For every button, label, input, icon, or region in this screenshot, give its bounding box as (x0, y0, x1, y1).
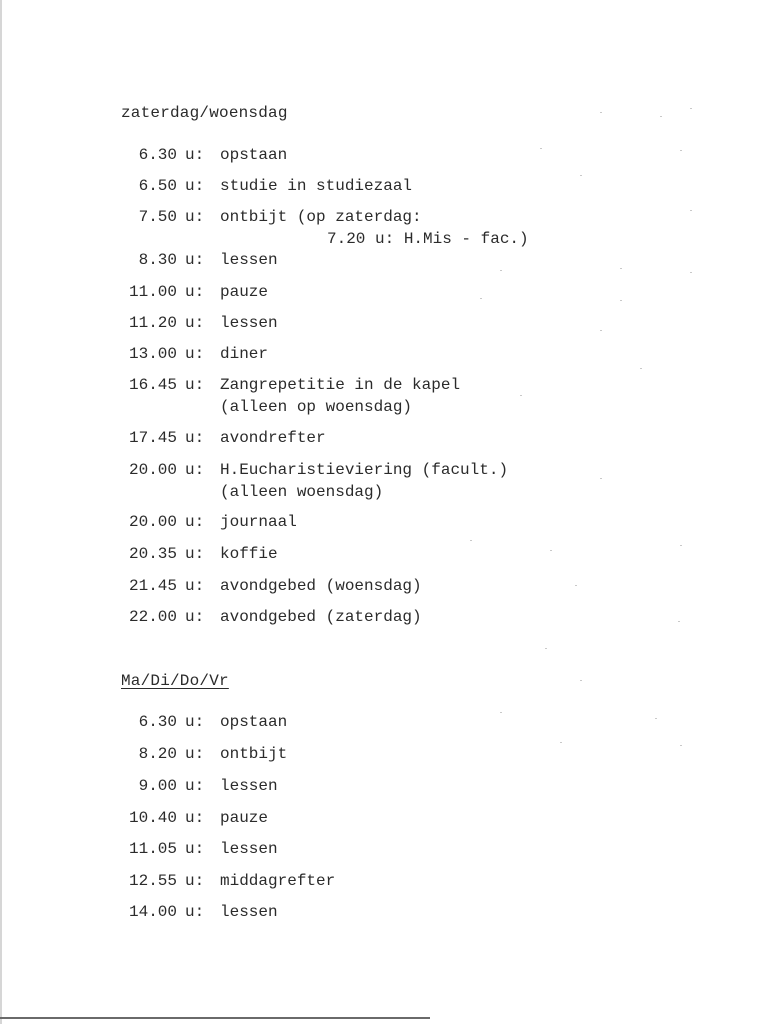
scan-speck (678, 621, 680, 622)
row-activity: lessen (220, 251, 278, 269)
row-activity: Zangrepetitie in de kapel (220, 376, 461, 394)
row-time: 22.00 (128, 608, 177, 626)
row-unit: u: (185, 903, 205, 921)
row-unit: u: (185, 146, 205, 164)
row-time: 9.00 (138, 777, 177, 795)
row-activity: koffie (220, 545, 278, 563)
row-unit: u: (185, 345, 205, 363)
section-title-weekend: zaterdag/woensdag (121, 104, 288, 122)
scan-speck (520, 395, 522, 396)
scan-speck (620, 268, 622, 269)
scan-speck (690, 272, 692, 273)
row-activity: pauze (220, 283, 269, 301)
row-unit: u: (185, 251, 205, 269)
scan-speck (680, 745, 682, 746)
row-unit: u: (185, 809, 205, 827)
row-unit: u: (185, 545, 205, 563)
scan-speck (620, 300, 622, 301)
row-time: 14.00 (128, 903, 177, 921)
scan-speck (680, 545, 682, 546)
scan-speck (660, 116, 662, 117)
row-unit: u: (185, 429, 205, 447)
bottom-border-line (0, 1017, 430, 1019)
row-activity: ontbijt (220, 745, 288, 763)
scan-speck (655, 718, 657, 719)
scan-speck (545, 648, 547, 649)
row-unit: u: (185, 577, 205, 595)
scan-speck (575, 585, 577, 586)
row-unit: u: (185, 608, 205, 626)
row-unit: u: (185, 461, 205, 479)
row-activity: lessen (220, 903, 278, 921)
scan-speck (540, 148, 542, 149)
row-time: 20.35 (128, 545, 177, 563)
scan-speck (690, 210, 692, 211)
scan-speck (600, 112, 602, 113)
row-activity: lessen (220, 840, 278, 858)
scan-speck (580, 680, 582, 681)
row-activity: pauze (220, 809, 269, 827)
row-activity: H.Eucharistieviering (facult.) (220, 461, 509, 479)
row-activity: studie in studiezaal (220, 177, 413, 195)
row-unit: u: (185, 840, 205, 858)
row-activity: journaal (220, 513, 297, 531)
row-activity: opstaan (220, 146, 288, 164)
row-time: 17.45 (128, 429, 177, 447)
row-unit: u: (185, 872, 205, 890)
row-activity: ontbijt (op zaterdag: (220, 208, 422, 226)
row-time: 13.00 (128, 345, 177, 363)
row-time: 16.45 (128, 376, 177, 394)
row-time: 20.00 (128, 513, 177, 531)
row-activity: opstaan (220, 713, 288, 731)
row-unit: u: (185, 314, 205, 332)
scan-speck (550, 550, 552, 551)
scan-speck (580, 175, 582, 176)
row-time: 8.20 (138, 745, 177, 763)
row-activity: avondrefter (220, 429, 326, 447)
row-unit: u: (185, 745, 205, 763)
row-continuation: 7.20 u: H.Mis - fac.) (327, 230, 529, 248)
scan-speck (690, 108, 692, 109)
row-activity: diner (220, 345, 269, 363)
row-time: 21.45 (128, 577, 177, 595)
scan-speck (680, 150, 682, 151)
scan-speck (500, 270, 502, 271)
row-time: 10.40 (128, 809, 177, 827)
row-time: 6.50 (138, 177, 177, 195)
row-unit: u: (185, 177, 205, 195)
row-time: 8.30 (138, 251, 177, 269)
row-time: 11.05 (128, 840, 177, 858)
scan-speck (560, 742, 562, 743)
scan-speck (600, 330, 602, 331)
scan-speck (470, 540, 472, 541)
row-unit: u: (185, 713, 205, 731)
row-activity: avondgebed (zaterdag) (220, 608, 422, 626)
row-time: 11.00 (128, 283, 177, 301)
row-time: 20.00 (128, 461, 177, 479)
row-time: 6.30 (138, 146, 177, 164)
row-time: 7.50 (138, 208, 177, 226)
scan-speck (480, 298, 482, 299)
row-unit: u: (185, 777, 205, 795)
row-activity: avondgebed (woensdag) (220, 577, 422, 595)
row-unit: u: (185, 283, 205, 301)
scan-speck (640, 368, 642, 369)
section-title-weekdays: Ma/Di/Do/Vr (121, 672, 229, 690)
row-activity: lessen (220, 314, 278, 332)
row-time: 11.20 (128, 314, 177, 332)
row-activity: middagrefter (220, 872, 336, 890)
row-time: 6.30 (138, 713, 177, 731)
row-unit: u: (185, 513, 205, 531)
row-unit: u: (185, 376, 205, 394)
row-continuation: (alleen op woensdag) (220, 398, 413, 416)
scan-speck (600, 478, 602, 479)
scan-speck (500, 712, 502, 713)
row-activity: lessen (220, 777, 278, 795)
row-unit: u: (185, 208, 205, 226)
row-continuation: (alleen woensdag) (220, 483, 384, 501)
row-time: 12.55 (128, 872, 177, 890)
